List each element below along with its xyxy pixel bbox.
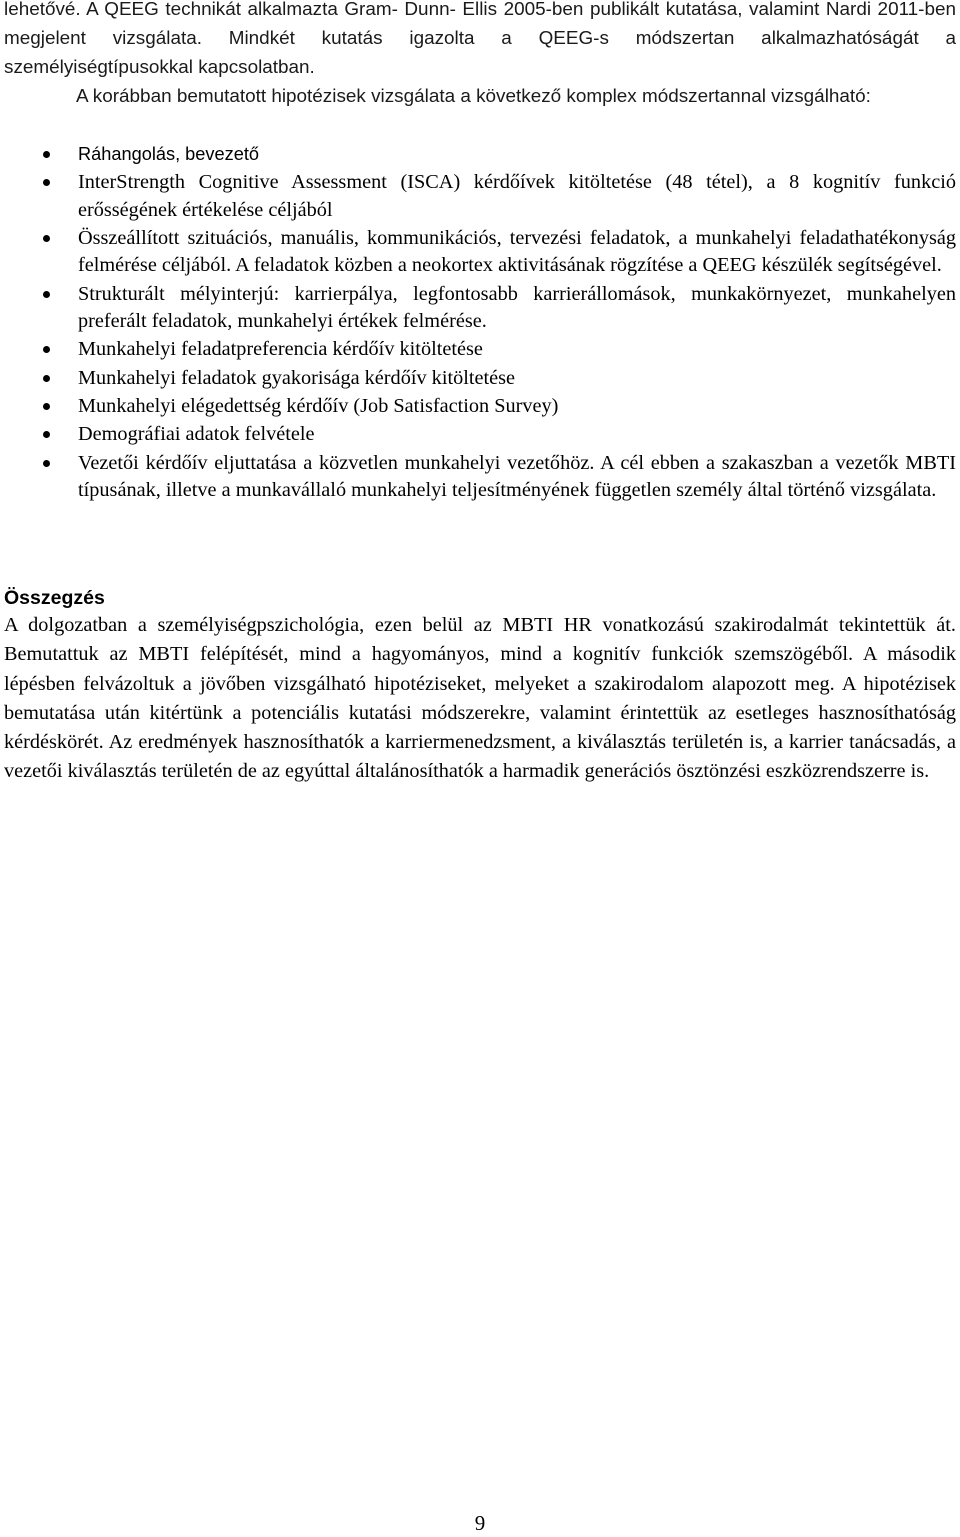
- list-item: Vezetői kérdőív eljuttatása a közvetlen munkahelyi vezetőhöz. A cél ebben a szakaszban a vezetők MBTI típusának, illetve a munkavállaló munkahelyi teljesítményének független személy által történő vizsgálata.: [0, 450, 960, 504]
- methods-list: [0, 141, 960, 505]
- list-item: Ráhangolás, bevezető: [0, 141, 960, 168]
- intro-text: [4, 0, 956, 111]
- list-item: InterStrength Cognitive Assessment (ISCA) kérdőívek kitöltetése (48 tétel), a 8 kognitív funkció erősségének értékelése céljából: [0, 169, 960, 223]
- paragraph-continued: lehetővé. A QEEG technikát alkalmazta Gram- Dunn- Ellis 2005-ben publikált kutatása, valamint Nardi 2011-ben megjelent vizsgálata. Mindkét kutatás igazolta a QEEG-s módszertan alkalmazhatóságát a személyiségtípusokkal kapcsolatban.: [4, 0, 956, 78]
- list-item: Munkahelyi feladatpreferencia kérdőív kitöltetése: [0, 336, 960, 363]
- summary-paragraph: A dolgozatban a személyiségpszichológia, ezen belül az MBTI HR vonatkozású szakirodalmát tekintettük át. Bemutattuk az MBTI felépítését, mind a hagyományos, mind a kognitív funkciók szemszögéből. A második lépésben felvázoltuk a jövőben vizsgálható hipotéziseket, melyeket a szakirodalom alapozott meg. A hipotézisek bemutatása után kitértünk a potenciális kutatási módszerekre, valamint érintettük az esetleges hasznosíthatóság kérdéskörét. Az eredmények hasznosíthatók a karriermenedzsment, a kiválasztás területén is, a karrier tanácsadás, a vezetői kiválasztás területén de az egyúttal általánosíthatók a harmadik generációs ösztönzési eszközrendszerre is.: [4, 614, 956, 783]
- list-item: Összeállított szituációs, manuális, kommunikációs, tervezési feladatok, a munkahelyi feladathatékonyság felmérése céljából. A feladatok közben a neokortex aktivitásának rögzítése a QEEG készülék segítségével.: [0, 225, 960, 279]
- list-item: Strukturált mélyinterjú: karrierpálya, legfontosabb karrierállomások, munkakörnyezet, munkahelyen preferált feladatok, munkahelyi értékek felmérése.: [0, 281, 960, 335]
- list-item: Demográfiai adatok felvétele: [0, 421, 960, 448]
- summary-text: [4, 611, 956, 787]
- section-heading-summary: Összegzés: [4, 587, 105, 609]
- page-number: 9: [474, 1511, 486, 1535]
- list-item: Munkahelyi elégedettség kérdőív (Job Satisfaction Survey): [0, 393, 960, 420]
- list-item: Munkahelyi feladatok gyakorisága kérdőív kitöltetése: [0, 365, 960, 392]
- paragraph-methods-intro: A korábban bemutatott hipotézisek vizsgálata a következő komplex módszertannal vizsgálható:: [76, 86, 871, 107]
